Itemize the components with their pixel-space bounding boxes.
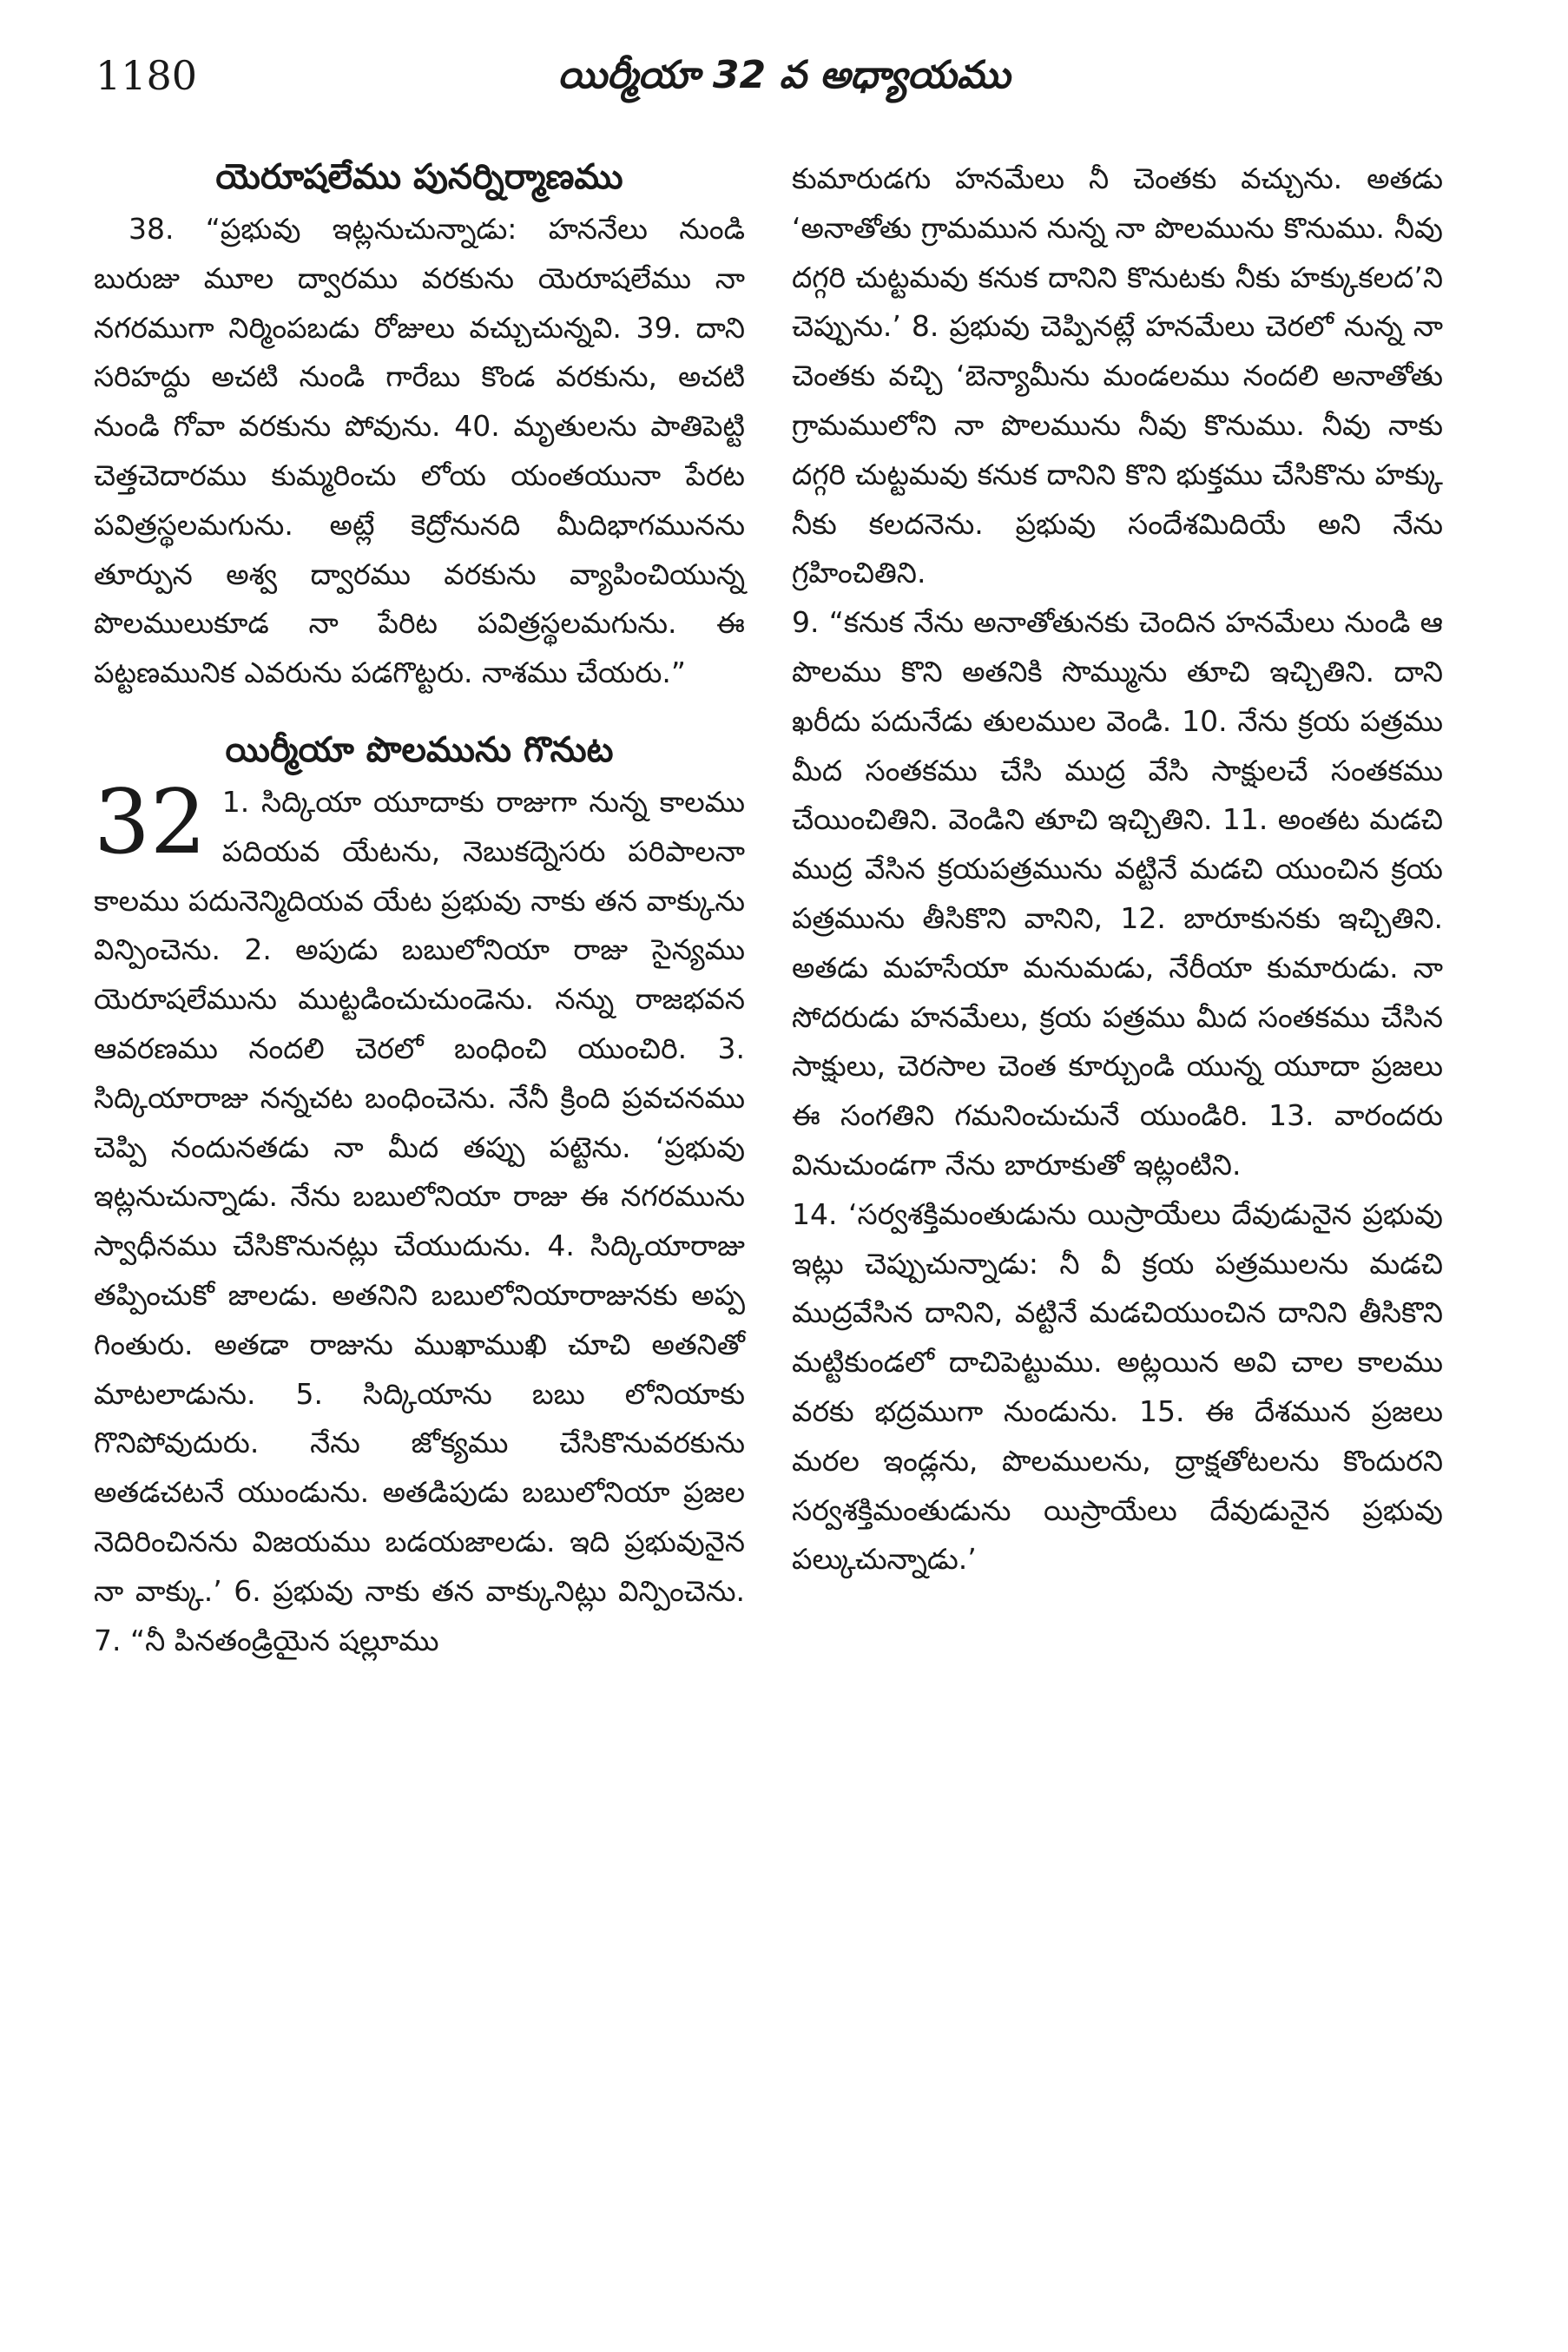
chapter-opening [94,770,745,1665]
right-column [792,155,1443,1584]
running-head [96,45,1472,106]
paragraph-verses-9-13: 9. “కనుక నేను అనాతోతునకు చెందిన హనమేలు నుండి ఆ పొలము కొని అతనికి సొమ్మును తూచి ఇచ్చితిని. దాని ఖరీదు పదునేడు తులముల వెండి. 10. నేను క్రయ పత్రము మీద సంతకము చేసి ముద్ర వేసి సాక్షులచే సంతకము చేయించితిని. వెండిని తూచి ఇచ్చితిని. 11. అంతట మడచి ముద్ర వేసిన క్రయపత్రమును వట్టినే మడచి యుంచిన క్రయ పత్రమును తీసికొని వానిని, 12. బారూకునకు ఇచ్చితిని. అతడు మహసేయా మనుమడు, నేరీయా కుమారుడు. నా సోదరుడు హనమేలు, క్రయ పత్రము మీద సంతకము చేసిన సాక్షులు, చెరసాల చెంత కూర్చుండి యున్న యూదా ప్రజలు ఈ సంగతిని గమనించుచునే యుండిరి. 13. వారందరు వినుచుండగా నేను బారూకుతో ఇట్లంటిని. [792,605,1443,1182]
chapter-number: 32 [94,770,207,874]
left-column [94,155,745,1665]
paragraph-verses-14-15: 14. ‘సర్వశక్తిమంతుడును యిస్రాయేలు దేవుడునైన ప్రభువు ఇట్లు చెప్పుచున్నాడు: నీ వీ క్రయ పత్రములను మడచి ముద్రవేసిన దానిని, వట్టినే మడచియుంచిన దానిని తీసికొని మట్టికుండలో దాచిపెట్టుము. అట్లయిన అవి చాల కాలము వరకు భద్రముగా నుండును. 15. ఈ దేశమున ప్రజలు మరల ఇండ్లను, పొలములను, ద్రాక్షతోటలను కొందురని సర్వశక్తిమంతుడును యిస్రాయేలు దేవుడునైన ప్రభువు పల్కుచున్నాడు.’ [792,1196,1443,1577]
paragraph-verses-1-7: 1. సిద్కియా యూదాకు రాజుగా నున్న కాలము పదియవ యేటను, నెబుకద్నెసరు పరిపాలనా కాలము పదునెన్మిదియవ యేట ప్రభువు నాకు తన వాక్కును విన్పించెను. 2. అపుడు బబులోనియా రాజు సైన్యము యెరూషలేమును ముట్టడించుచుండెను. నన్ను రాజభవన ఆవరణము నందలి చెరలో బంధించి యుంచిరి. 3. సిద్కియారాజు నన్నచట బంధించెను. నేనీ క్రింది ప్రవచనము చెప్పి నందునతడు నా మీద తప్పు పట్టెను. ‘ప్రభువు ఇట్లనుచున్నాడు. నేను బబులోనియా రాజు ఈ నగరమును స్వాధీనము చేసికొనునట్లు చేయుదును. 4. సిద్కియారాజు తప్పించుకో జాలడు. అతనిని బబులోనియారాజునకు అప్ప గింతురు. అతడా రాజును ముఖాముఖి చూచి అతనితో మాటలాడును. 5. సిద్కియాను బబు లోనియాకు గొనిపోవుదురు. నేను జోక్యము చేసికొనువరకును అతడచటనే యుండును. అతడిపుడు బబులోనియా ప్రజల నెదిరించినను విజయము బడయజాలడు. ఇది ప్రభువునైన నా వాక్కు.’ 6. ప్రభువు నాకు తన వాక్కునిట్లు విన్పించెను. 7. “నీ పినతండ్రియైన షల్లూము [94,784,745,1657]
page-number: 1180 [96,52,198,99]
section-heading-jeremiah-buys-field: యిర్మీయా పొలమును గొనుట [225,729,614,770]
paragraph-verses-7-8: కుమారుడగు హనమేలు నీ చెంతకు వచ్చును. అతడు ‘అనాతోతు గ్రామమున నున్న నా పొలమును కొనుము. నీవు దగ్గరి చుట్టమవు కనుక దానిని కొనుటకు నీకు హక్కుకలద’ని చెప్పును.’ 8. ప్రభువు చెప్పినట్లే హనమేలు చెరలో నున్న నా చెంతకు వచ్చి ‘బెన్యామీను మండలము నందలి అనాతోతు గ్రామములోని నా పొలమును నీవు కొనుము. నీవు నాకు దగ్గరి చుట్టమవు కనుక దానిని కొని భుక్తము చేసికొను హక్కు నీకు కలదనెను. ప్రభువు సందేశమిదియే అని నేను గ్రహించితిని. [792,161,1443,590]
section-heading-jerusalem-rebuilt: యెరూషలేము పునర్నిర్మాణము [215,157,623,197]
running-title: యిర్మీయా 32 వ అధ్యాయము [557,53,1011,97]
paragraph-verses-38-40: 38. “ప్రభువు ఇట్లనుచున్నాడు: హననేలు నుండి బురుజు మూల ద్వారము వరకును యెరూషలేము నా నగరముగా నిర్మింపబడు రోజులు వచ్చుచున్నవి. 39. దాని సరిహద్దు అచటి నుండి గారేబు కొండ వరకును, అచటి నుండి గోవా వరకును పోవును. 40. మృతులను పాతిపెట్టి చెత్తచెదారము కుమ్మరించు లోయ యంతయునా పేరట పవిత్రస్థలమగును. అట్లే కెద్రోనునది మీదిభాగమునను తూర్పున అశ్వ ద్వారము వరకును వ్యాపించియున్న పొలములుకూడ నా పేరిట పవిత్రస్థలమగును. ఈ పట్టణమునిక ఎవరును పడగొట్టరు. నాశము చేయరు.” [94,212,745,690]
